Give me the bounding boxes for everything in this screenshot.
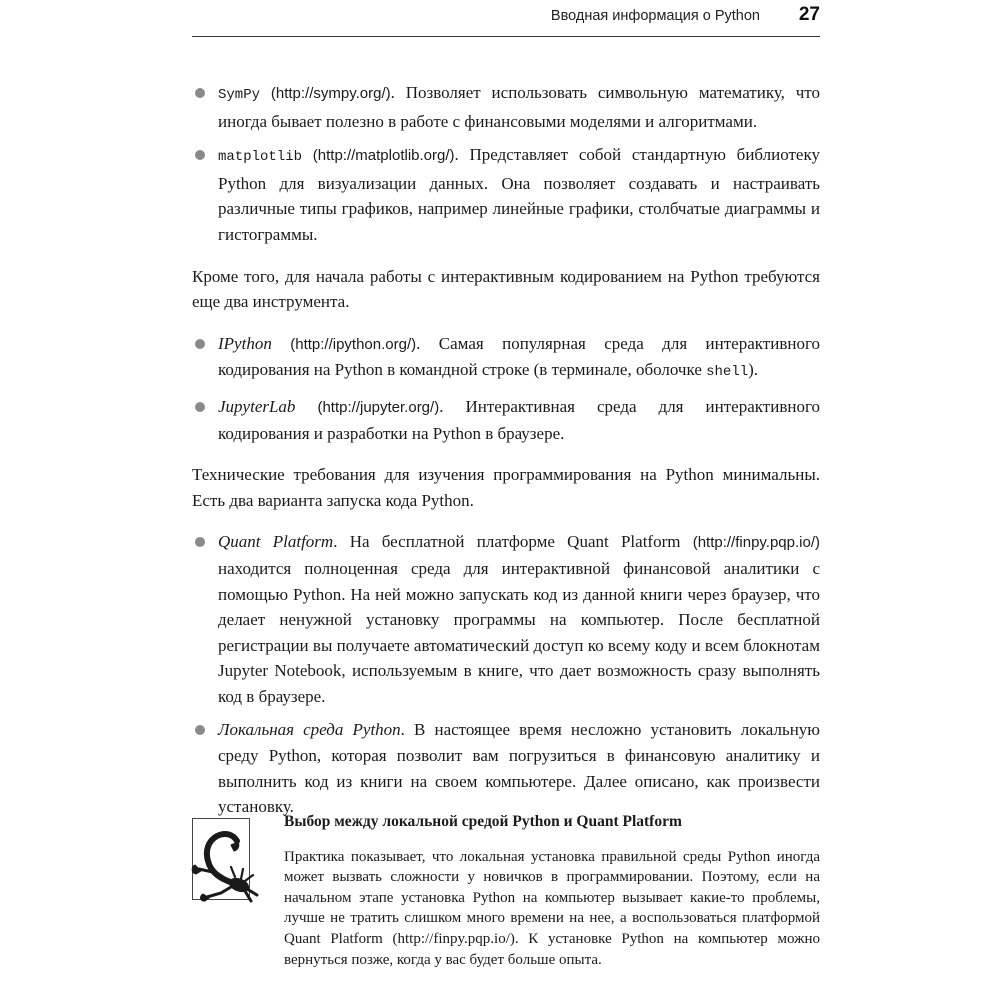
option-description: . В настоящее время несложно установить локальную среду Python, которая позволит вам погрузиться в финансовую аналитику и выполнить код из книги на своем компьютере. Далее описано, как произвести установку. [218,720,820,817]
option-name: Quant Platform [218,532,334,552]
option-link[interactable]: (http://finpy.pqp.io/) [692,534,820,552]
list-item [192,331,820,386]
tool-name: JupyterLab [218,396,296,416]
tool-link[interactable]: (http://matplotlib.org/) [312,147,455,165]
interactive-tools-list [192,331,820,446]
tool-description: . Представляет собой стандартную библиотеку Python для визуализации данных. Она позволяет создавать и настраивать различные типы графиков, например линейные графики, столбчатые диаграммы и гистограммы. [218,145,820,244]
option-description-rest: находится полноценная среда для интерактивной финансовой аналитики с помощью Python. На ней можно запускать код из данной книги через браузер, что делает ненужной установку программы на компьютер. После бесплатной регистрации вы получаете автоматический доступ ко всему коду и всем блокнотам Jupyter Notebook, используемым в книге, что дает возможность сразу выполнять код в браузере. [218,558,820,706]
tool-description: . Позволяет использовать символьную математику, что иногда бывает полезно в работе с финансовыми моделями и алгоритмами. [218,83,821,131]
tools-list [192,80,820,248]
tool-description: . Самая популярная среда для интерактивного кодирования на Python в командной строке (в терминале, оболочке [218,333,820,380]
option-description: . На бесплатной платформе Quant Platform [333,532,693,552]
tool-link[interactable]: (http://sympy.org/) [270,85,391,102]
tip-title: Выбор между локальной средой Python и Quant Platform [284,813,682,830]
list-item [192,80,820,134]
tool-link[interactable]: (http://jupyter.org/) [317,398,440,416]
page-number: 27 [798,4,820,25]
paragraph-requirements: Технические требования для изучения программирования на Python минимальны. Есть два варианта запуска кода Python. [192,465,820,510]
tool-name: matplotlib [218,149,303,166]
list-item [192,529,820,709]
options-list [192,529,820,820]
tip-body [284,812,820,970]
list-item [192,717,820,819]
scorpion-icon-frame [192,818,250,900]
tool-name: SymPy [218,87,261,103]
inline-code: shell [706,364,749,381]
page-header [192,0,820,37]
list-item [192,394,820,446]
option-name: Локальная среда Python [218,720,401,740]
list-item [192,142,820,247]
page-content [192,80,820,836]
tool-link[interactable]: (http://ipython.org/) [290,335,417,353]
running-title: Вводная информация о Python [550,8,760,24]
tip-text: Практика показывает, что локальная установка правильной среды Python иногда может вызвать сложности у новичков в программировании. Поэтому, если на начальном этапе установка Python на компьютер вызывает какие-то проблемы, лучше не тратить слишком много времени на нее, а воспользоваться платформой Quant Platform (http://finpy.pqp.io/). К установке Python на компьютер можно вернуться позже, когда у вас будет больше опыта. [284,848,820,968]
tool-name: IPython [218,333,272,353]
scorpion-icon [181,821,265,903]
paragraph-interactive: Кроме того, для начала работы с интерактивным кодированием на Python требуются еще два инструмента. [192,266,820,312]
tool-description-tail: ). [748,360,759,380]
tool-description: . Интерактивная среда для интерактивного кодирования и разработки на Python в браузере. [218,396,820,443]
